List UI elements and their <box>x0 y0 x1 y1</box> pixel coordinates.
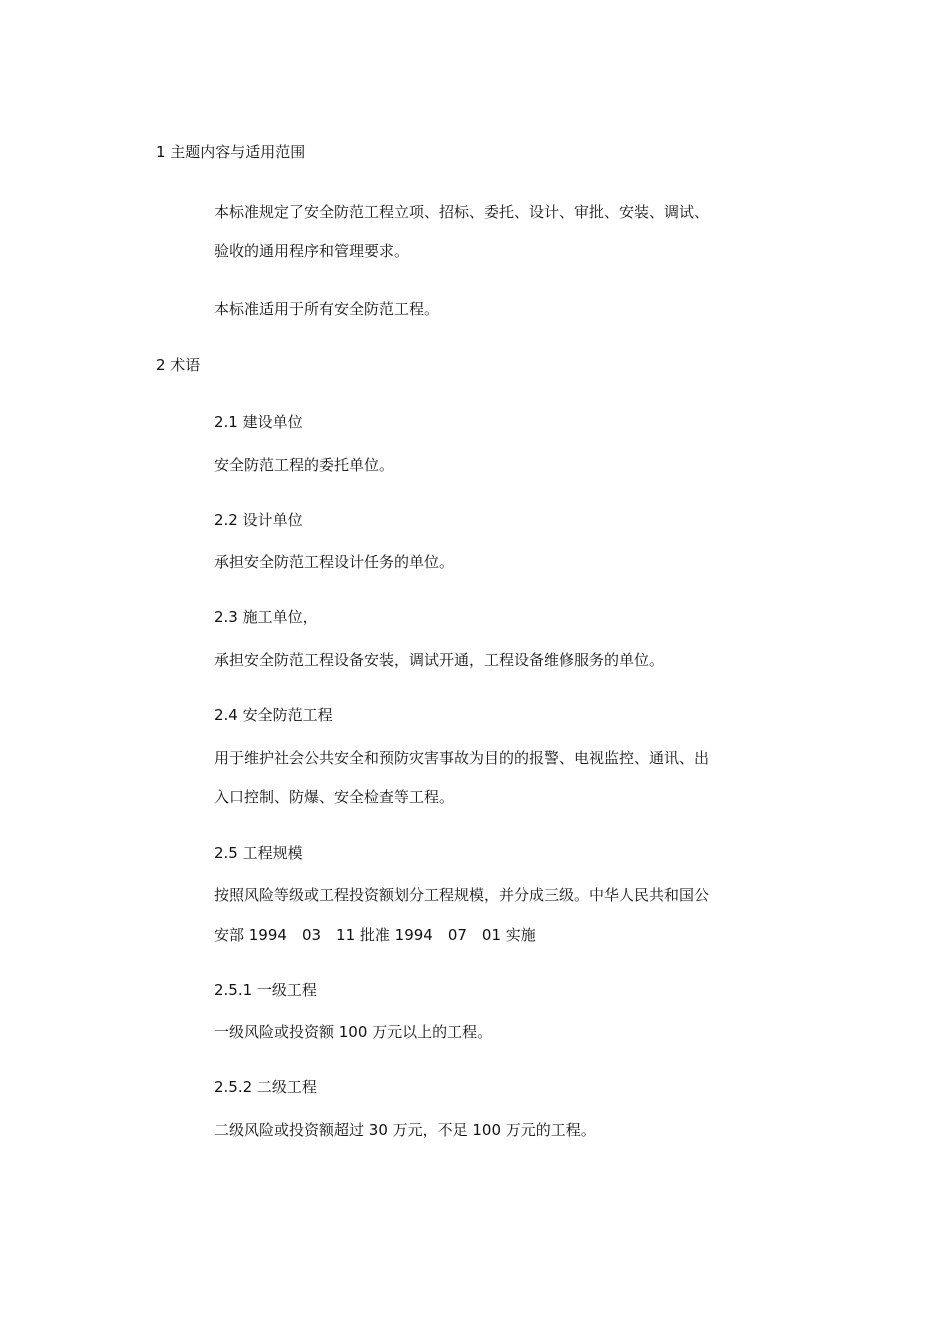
term-2-2-definition: 承担安全防范工程设计任务的单位。 <box>214 553 455 571</box>
term-2-5-1-definition: 一级风险或投资额 100 万元以上的工程。 <box>214 1023 493 1041</box>
term-2-5-1-title: 2.5.1 一级工程 <box>214 981 317 999</box>
section-2-heading: 2 术语 <box>156 356 201 374</box>
term-2-2-title: 2.2 设计单位 <box>214 511 303 529</box>
section-1-paragraph-2: 本标准适用于所有安全防范工程。 <box>214 300 440 318</box>
section-1-paragraph-1-line-1: 本标准规定了安全防范工程立项、招标、委托、设计、审批、安装、调试、 <box>214 203 710 221</box>
term-2-5-title: 2.5 工程规模 <box>214 844 303 862</box>
term-2-3-definition: 承担安全防范工程设备安装，调试开通，工程设备维修服务的单位。 <box>214 651 665 669</box>
section-1-paragraph-1-line-2: 验收的通用程序和管理要求。 <box>214 242 410 260</box>
term-2-4-definition-line-1: 用于维护社会公共安全和预防灾害事故为目的的报警、电视监控、通讯、出 <box>214 749 710 767</box>
term-2-4-definition-line-2: 入口控制、防爆、安全检查等工程。 <box>214 788 455 806</box>
term-2-1-title: 2.1 建设单位 <box>214 413 303 431</box>
term-2-3-title: 2.3 施工单位， <box>214 608 318 626</box>
term-2-5-definition-line-1: 按照风险等级或工程投资额划分工程规模，并分成三级。中华人民共和国公 <box>214 886 710 904</box>
term-2-1-definition: 安全防范工程的委托单位。 <box>214 456 395 474</box>
section-1-heading: 1 主题内容与适用范围 <box>156 143 306 161</box>
term-2-5-2-definition: 二级风险或投资额超过 30 万元，不足 100 万元的工程。 <box>214 1121 596 1139</box>
term-2-5-2-title: 2.5.2 二级工程 <box>214 1078 317 1096</box>
term-2-5-definition-line-2: 安部 1994 03 11 批准 1994 07 01 实施 <box>214 926 536 944</box>
term-2-4-title: 2.4 安全防范工程 <box>214 706 333 724</box>
